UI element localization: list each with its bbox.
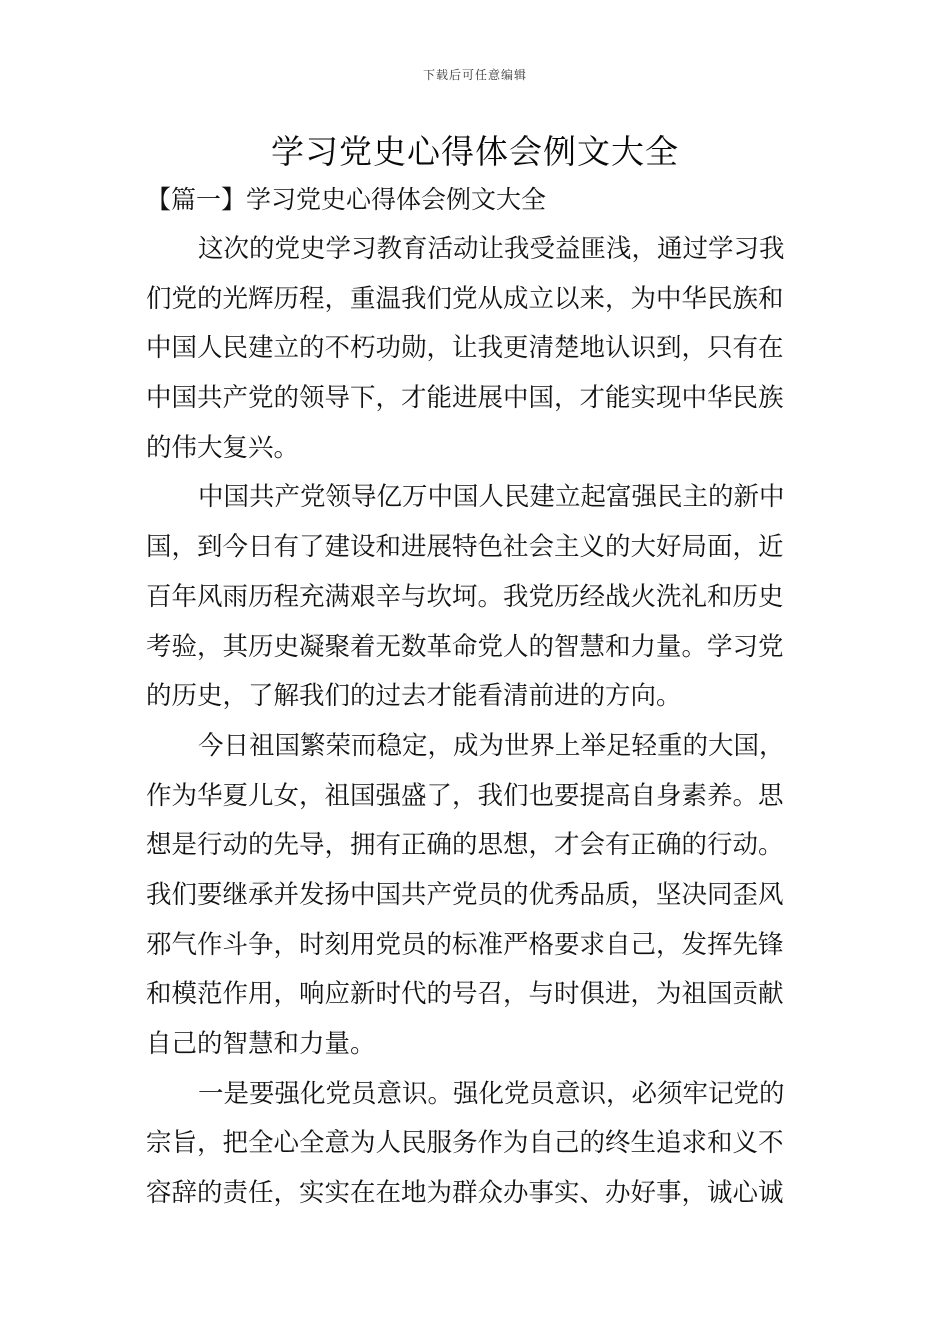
text-line: 一是要强化党员意识。强化党员意识，必须牢记党的 [198,1078,785,1109]
text-line: 容辞的责任，实实在在地为群众办事实、办好事，诚心诚 [146,1178,784,1209]
text-line: 中国人民建立的不朽功勋，让我更清楚地认识到，只有在 [146,333,784,364]
text-line: 考验，其历史凝聚着无数革命党人的智慧和力量。学习党 [146,631,784,662]
text-line: 想是行动的先导，拥有正确的思想，才会有正确的行动。 [146,830,784,861]
text-line: 宗旨，把全心全意为人民服务作为自己的终生追求和义不 [146,1128,784,1159]
text-line: 邪气作斗争，时刻用党员的标准严格要求自己，发挥先锋 [146,929,784,960]
section-heading: 【篇一】学习党史心得体会例文大全 [146,185,547,214]
text-line: 的伟大复兴。 [146,432,300,463]
paragraph [146,1070,808,1219]
text-line: 自己的智慧和力量。 [146,1029,376,1059]
text-line: 的历史，了解我们的过去才能看清前进的方向。 [146,681,682,712]
text-line: 中国共产党领导亿万中国人民建立起富强民主的新中 [198,482,785,513]
text-line: 这次的党史学习教育活动让我受益匪浅，通过学习我 [198,234,785,264]
text-line: 中国共产党的领导下，才能进展中国，才能实现中华民族 [146,383,784,414]
text-line: 今日祖国繁荣而稳定，成为世界上举足轻重的大国， [198,730,785,761]
document-title: 学习党史心得体会例文大全 [271,132,679,171]
paragraph [146,722,808,1070]
text-line: 和模范作用，响应新时代的号召，与时俱进，为祖国贡献 [146,979,784,1010]
text-line: 作为华夏儿女，祖国强盛了，我们也要提高自身素养。思 [146,780,784,811]
header-note: 下载后可任意编辑 [422,68,527,82]
text-line: 们党的光辉历程，重温我们党从成立以来，为中华民族和 [146,283,784,314]
paragraph [146,473,808,721]
text-line: 国，到今日有了建设和进展特色社会主义的大好局面，近 [146,532,784,563]
paragraph [146,225,808,473]
text-line: 百年风雨历程充满艰辛与坎坷。我党历经战火洗礼和历史 [146,581,784,612]
text-line: 我们要继承并发扬中国共产党员的优秀品质，坚决同歪风 [146,879,784,910]
body-text [146,225,808,1219]
